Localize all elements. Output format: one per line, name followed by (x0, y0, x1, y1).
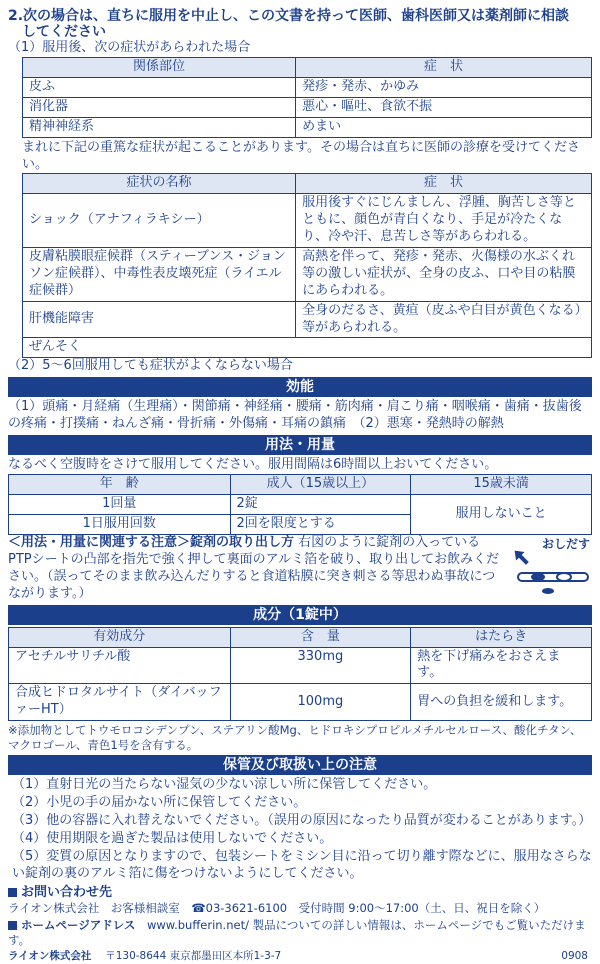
table-row (23, 77, 592, 97)
cell: 皮ふ (23, 77, 296, 97)
ingredients-title: 成分（1錠中） (8, 605, 592, 625)
push-illustration (508, 537, 592, 597)
col-header: 成人（15歳以上） (230, 475, 411, 495)
cell: 100mg (230, 684, 411, 721)
square-bullet-icon (8, 921, 17, 930)
section2-heading-cont: してください (22, 24, 106, 41)
cell: ぜんそく (23, 338, 592, 358)
table-row (23, 97, 592, 117)
company-address: 〒130-8644 東京都墨田区本所1-3-7 (105, 950, 282, 963)
col-header: 含 量 (230, 627, 411, 647)
sub1: （1）服用後、次の症状があらわれた場合 (8, 40, 251, 56)
dosage-note-heading: ＜用法・用量に関連する注意＞錠剤の取り出し方 (8, 534, 295, 550)
dosage-intro: なるべく空腹時をさけて服用してください。服用間隔は6時間以上おいてください。 (8, 457, 498, 473)
table-row (23, 247, 592, 301)
contact-block (8, 885, 592, 964)
cell: 肝機能障害 (23, 301, 296, 338)
cell: 合成ヒドロタルサイト（ダイバッファーHT） (9, 684, 231, 721)
dosage-title: 用法・用量 (8, 435, 592, 455)
col-header: 有効成分 (9, 627, 231, 647)
cell: 全身のだるさ、黄疸（皮ふや白目が黄色くなる）等があらわれる。 (296, 301, 592, 338)
col-header: 症 状 (296, 58, 592, 78)
table-row (9, 495, 592, 515)
hp-text: www.bufferin.net/ 製品についての詳しい情報は、ホームページでもご覧いただけます。 (8, 918, 586, 948)
table-row (23, 117, 592, 137)
list-item: （4）使用期限を過ぎた製品は使用しないでください。 (12, 830, 333, 846)
dosage-table (8, 474, 592, 535)
cell: 2錠 (230, 495, 411, 515)
contact-heading: お問い合わせ先 (21, 884, 113, 900)
rare-note: まれに下記の重篤な症状が起こることがあります。その場合は直ちに医師の診療を受けてください。 (22, 139, 580, 172)
additives-note: ※添加物としてトウモロコシデンプン、ステアリン酸Mg、ヒドロキシプロピルメチルセルロース、酸化チタン、マクロゴール、青色1号を含有する。 (8, 723, 582, 753)
hp-label: ホームページアドレス (21, 918, 136, 933)
table-row (9, 684, 592, 721)
table-row (23, 194, 592, 248)
sub2: （2）5〜6回服用しても症状がよくならない場合 (8, 358, 293, 374)
list-item: （2）小児の手の届かない所に保管してください。 (12, 795, 307, 811)
efficacy-text: （1）頭痛・月経痛（生理痛）・関節痛・神経痛・腰痛・筋肉痛・肩こり痛・咽喉痛・歯痛・抜歯後の疼痛・打撲痛・ねんざ痛・骨折痛・外傷痛・耳痛の鎮痛 （2）悪寒・発熱時の解熱 (8, 399, 582, 432)
cell: 1回量 (9, 495, 231, 515)
col-header: はたらき (411, 627, 592, 647)
cell: ショック（アナフィラキシー） (23, 194, 296, 248)
cell: アセチルサリチル酸 (9, 647, 231, 684)
cell: 1日服用回数 (9, 515, 231, 535)
cell: 皮膚粘膜眼症候群（スティーブンス・ジョンソン症候群）、中毒性表皮壊死症（ライエル症候群） (23, 247, 296, 301)
cell: 2回を限度とする (230, 515, 411, 535)
ingredients-table (8, 627, 592, 721)
section2-heading: 2.次の場合は、直ちに服用を中止し、この文書を持って医師、歯科医師又は薬剤師に相談 (8, 8, 570, 24)
col-header: 症状の名称 (23, 174, 296, 194)
list-item: （5）変質の原因となりますので、包装シートをミシン目に沿って切り離す際などに、服用なさらない錠剤の裏のアルミ箔に傷をつけないようにしてください。 (12, 848, 592, 881)
push-label: おしだす (542, 536, 591, 551)
cell: 精神神経系 (23, 117, 296, 137)
cell: めまい (296, 117, 592, 137)
storage-list (8, 777, 592, 882)
cell: 服用後すぐにじんましん、浮腫、胸苦しさ等とともに、顔色が青白くなり、手足が冷たくなり、冷や汗、息苦しさ等があらわれる。 (296, 194, 592, 248)
table-row (9, 647, 592, 684)
cell: 発疹・発赤、かゆみ (296, 77, 592, 97)
col-header: 年 齢 (9, 475, 231, 495)
contact-line: ライオン株式会社 お客様相談室 ☎03-3621-6100 受付時間 9:00〜17:00（土、日、祝日を除く） (8, 901, 546, 916)
serious-symptoms-table (22, 173, 592, 358)
document-code: 0908 (561, 950, 588, 963)
cell: 胃への負担を緩和します。 (411, 684, 592, 721)
cell: 熱を下げ痛みをおさえます。 (411, 647, 592, 684)
section2 (8, 8, 592, 375)
cell: 服用しないこと (411, 495, 592, 535)
table-row (23, 301, 592, 338)
dosage-note-text: 右図のように錠剤の入っているPTPシートの凸部を指先で強く押して裏面のアルミ箔を破り、取り出してお飲みください。（誤ってそのまま飲み込んだりすると食道粘膜に突き刺さる等思わぬ事故につながります。） (8, 534, 500, 601)
table-row (23, 338, 592, 358)
cell: 330mg (230, 647, 411, 684)
company-name: ライオン株式会社 (8, 950, 92, 963)
col-header: 15歳未満 (411, 475, 592, 495)
cell: 消化器 (23, 97, 296, 117)
square-bullet-icon (8, 888, 17, 897)
storage-title: 保管及び取扱い上の注意 (8, 755, 592, 775)
list-item: （1）直射日光の当たらない湿気の少ない涼しい所に保管してください。 (12, 777, 437, 793)
efficacy-title: 効能 (8, 377, 592, 397)
col-header: 症 状 (296, 174, 592, 194)
dosage-note (8, 535, 592, 603)
symptoms-table (22, 57, 592, 138)
cell: 高熱を伴って、発疹・発赤、火傷様の水ぶくれ等の激しい症状が、全身の皮ふ、口や目の粘膜にあらわれる。 (296, 247, 592, 301)
list-item: （3）他の容器に入れ替えないでください。（誤用の原因になったり品質が変わることがあります。） (12, 812, 592, 828)
cell: 悪心・嘔吐、食欲不振 (296, 97, 592, 117)
col-header: 関係部位 (23, 58, 296, 78)
